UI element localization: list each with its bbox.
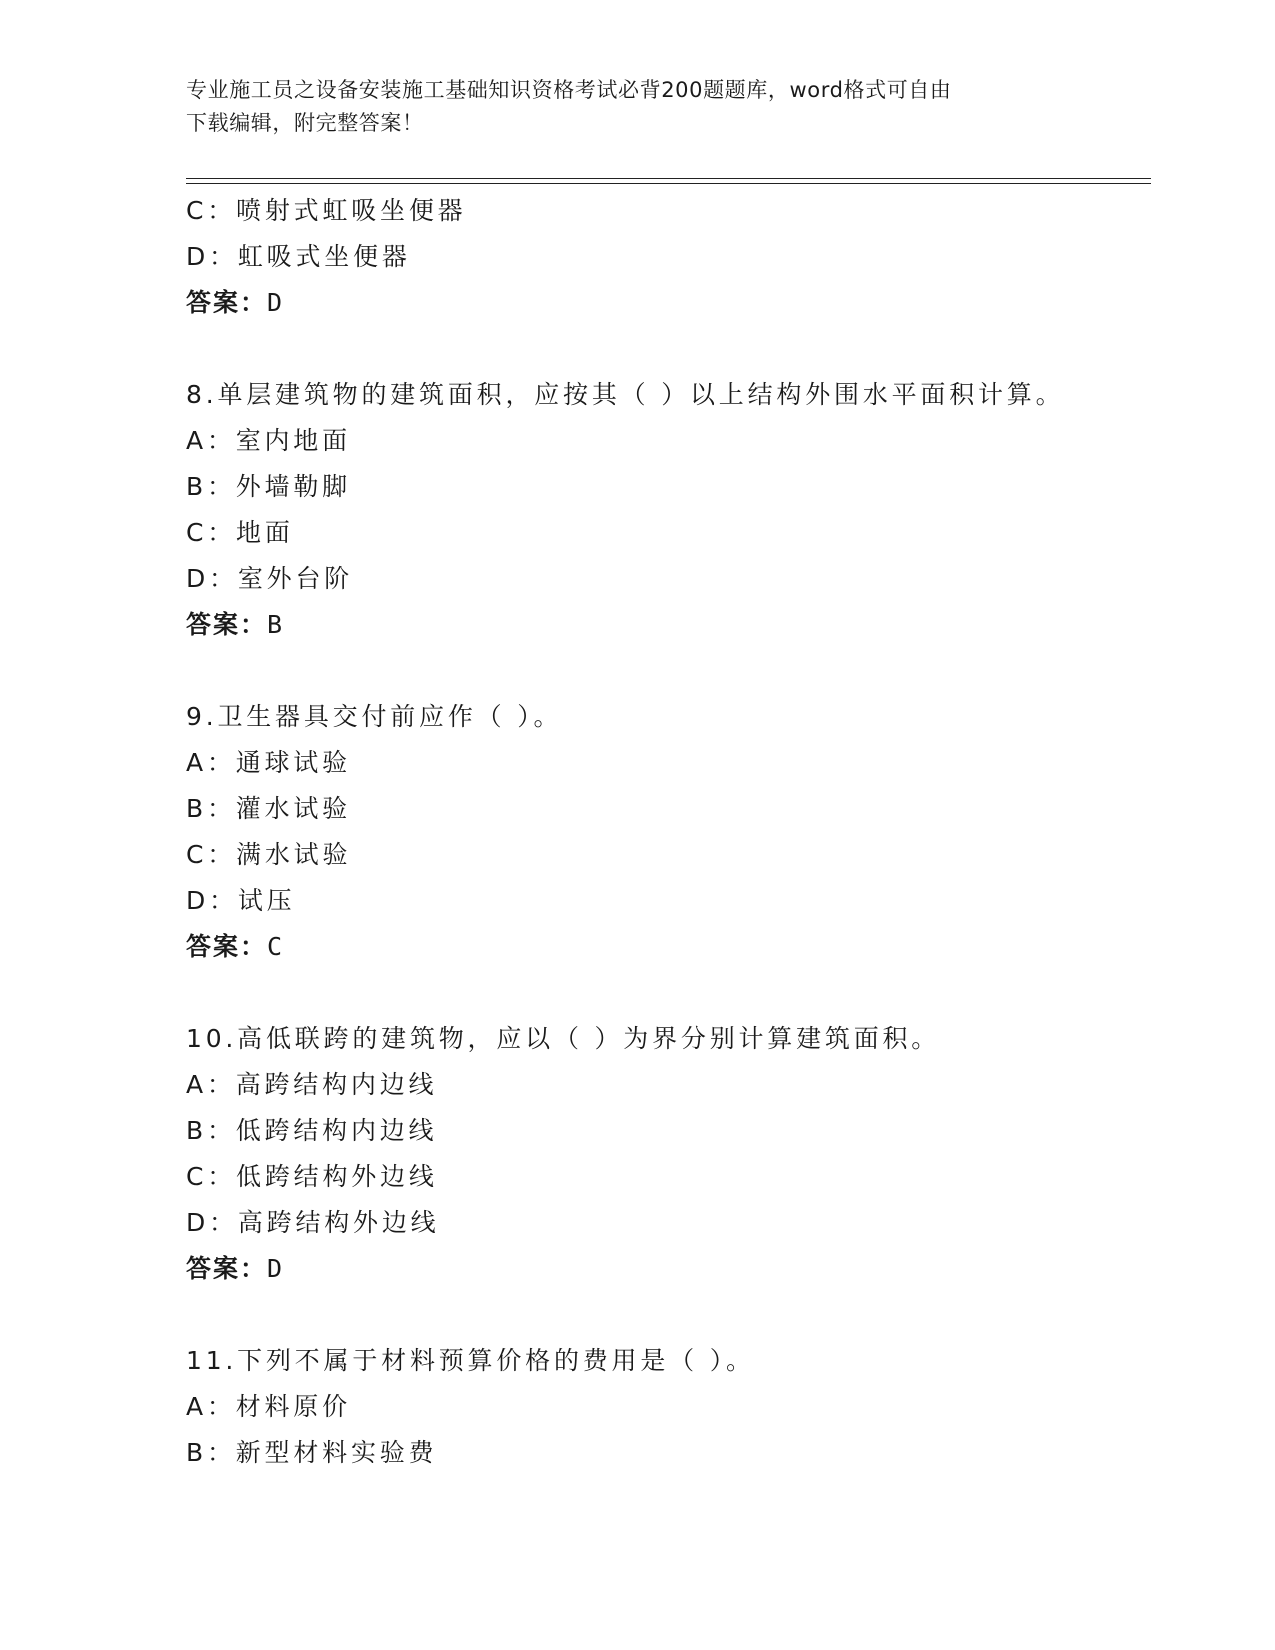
header-divider-thick [186,178,1151,179]
option-d: D：高跨结构外边线 [186,1208,440,1237]
question-stem: 10.高低联跨的建筑物，应以（ ）为界分别计算建筑面积。 [186,1024,941,1053]
answer-value: C [267,932,285,961]
spacer [186,648,1146,694]
header-title-line-1: 专业施工员之设备安装施工基础知识资格考试必背200题题库，word格式可自由 [186,78,952,102]
question-stem: 8.单层建筑物的建筑面积，应按其（ ）以上结构外围水平面积计算。 [186,380,1065,409]
answer-line [186,602,1146,648]
answer-value: D [267,1254,285,1283]
question-8 [186,372,1146,648]
question-stem: 11.下列不属于材料预算价格的费用是（ ）。 [186,1346,755,1375]
answer-line [186,924,1146,970]
question-stem: 9.卫生器具交付前应作（ ）。 [186,702,563,731]
option-d: D：虹吸式坐便器 [186,242,411,271]
answer-label: 答案： [186,932,268,961]
option-a: A：高跨结构内边线 [186,1070,438,1099]
answer-value: B [267,610,285,639]
option-a: A：材料原价 [186,1392,351,1421]
option-a: A：室内地面 [186,426,351,455]
answer-label: 答案： [186,288,268,317]
document-header [186,74,1066,140]
option-c: C：满水试验 [186,840,352,869]
option-b: B：外墙勒脚 [186,472,351,501]
answer-label: 答案： [186,1254,268,1283]
answer-line [186,1246,1146,1292]
option-d: D：试压 [186,886,296,915]
spacer [186,326,1146,372]
header-divider-thin [186,183,1151,184]
option-c: C：喷射式虹吸坐便器 [186,196,467,225]
option-a: A：通球试验 [186,748,351,777]
option-d: D：室外台阶 [186,564,354,593]
question-11 [186,1338,1146,1476]
spacer [186,1292,1146,1338]
answer-line [186,280,1146,326]
question-7-continued [186,188,1146,326]
spacer [186,970,1146,1016]
question-9 [186,694,1146,970]
option-b: B：低跨结构内边线 [186,1116,438,1145]
option-c: C：低跨结构外边线 [186,1162,438,1191]
question-list [186,188,1146,1476]
question-10 [186,1016,1146,1292]
answer-value: D [267,288,285,317]
option-b: B：灌水试验 [186,794,351,823]
option-b: B：新型材料实验费 [186,1438,438,1467]
header-title-line-2: 下载编辑，附完整答案！ [186,111,424,135]
option-c: C：地面 [186,518,294,547]
answer-label: 答案： [186,610,268,639]
